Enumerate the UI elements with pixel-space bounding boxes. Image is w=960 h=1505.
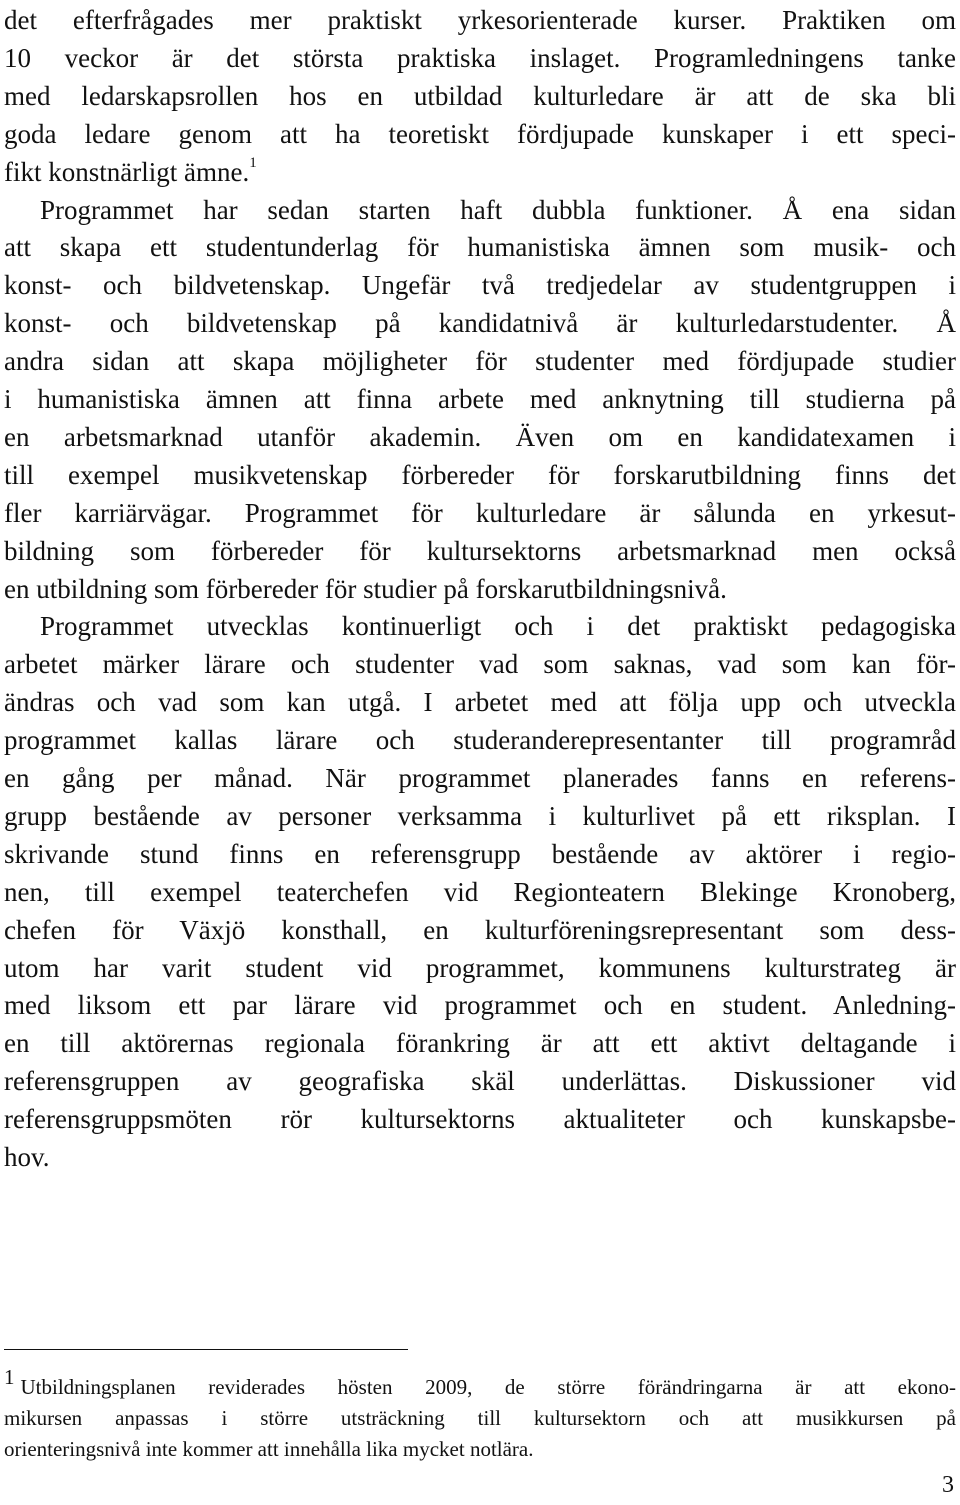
text-line xyxy=(4,419,956,455)
text-line xyxy=(4,267,956,303)
text-line xyxy=(4,1063,956,1099)
text-line xyxy=(4,1025,956,1061)
text-line-content: hov. xyxy=(4,1142,50,1172)
text-line xyxy=(40,608,956,644)
text-line xyxy=(4,495,956,531)
text-line xyxy=(4,78,956,114)
text-line-content: referensgruppen av geografiska skäl underlättas. Diskussioner vid xyxy=(4,1066,956,1097)
text-line xyxy=(4,381,956,417)
text-line-content: en arbetsmarknad utanför akademin. Även om en kandidatexamen i xyxy=(4,421,956,452)
text-line xyxy=(4,874,956,910)
page-number: 3 xyxy=(942,1472,954,1498)
text-line xyxy=(4,116,956,152)
text-line-content: fikt konstnärligt ämne. xyxy=(4,156,250,187)
text-line xyxy=(4,229,956,265)
text-line-content: till exempel musikvetenskap förbereder för forskarutbildning finns det xyxy=(4,459,956,490)
text-line xyxy=(4,154,956,190)
text-line xyxy=(4,950,956,986)
footnote-rule xyxy=(4,1349,408,1350)
text-line-content: konst- och bildvetenskap på kandidatnivå är kulturledarstudenter. Å xyxy=(4,308,956,339)
text-line-content: Programmet har sedan starten haft dubbla funktioner. Å ena sidan xyxy=(40,194,956,225)
text-line xyxy=(4,646,956,682)
text-line-content: ändras och vad som kan utgå. I arbetet med att följa upp och utveckla xyxy=(4,687,956,718)
text-line-content: konst- och bildvetenskap. Ungefär två tredjedelar av studentgruppen i xyxy=(4,270,956,301)
text-line-content: utom har varit student vid programmet, kommunens kulturstrateg är xyxy=(4,952,956,983)
text-line-content: referensgruppsmöten rör kultursektorns aktualiteter och kunskapsbe- xyxy=(4,1104,956,1135)
text-line-content: en till aktörernas regionala förankring är att ett aktivt deltagande i xyxy=(4,1028,956,1059)
text-line-content: goda ledare genom att ha teoretiskt fördjupade kunskaper i ett speci- xyxy=(4,118,956,149)
text-line xyxy=(4,798,956,834)
text-line-content: med liksom ett par lärare vid programmet och en student. Anledning- xyxy=(4,990,956,1021)
text-line-content: nen, till exempel teaterchefen vid Regionteatern Blekinge Kronoberg, xyxy=(4,876,956,907)
text-line xyxy=(4,305,956,341)
text-line xyxy=(4,571,956,607)
text-line xyxy=(4,1101,956,1137)
text-line-content: en gång per månad. När programmet planerades fanns en referens- xyxy=(4,763,956,793)
text-line xyxy=(40,192,956,228)
text-line-content: i humanistiska ämnen att finna arbete med anknytning till studierna på xyxy=(4,384,956,414)
text-line xyxy=(4,457,956,493)
text-line-content: att skapa ett studentunderlag för humanistiska ämnen som musik- och xyxy=(4,232,956,263)
footnote-reference: 1 xyxy=(249,154,257,171)
text-line-content: skrivande stund finns en referensgrupp bestående av aktörer i regio- xyxy=(4,838,956,869)
text-line-content: programmet kallas lärare och studeranderepresentanter till programråd xyxy=(4,725,956,756)
footnote-line xyxy=(4,1434,956,1464)
text-line-content: bildning som förbereder för kultursektorns arbetsmarknad men också xyxy=(4,535,956,566)
text-line xyxy=(4,836,956,872)
text-line-content: det efterfrågades mer praktiskt yrkesorienterade kurser. Praktiken om xyxy=(4,5,956,35)
footnote-line-content: orienteringsnivå inte kommer att innehålla lika mycket notlära. xyxy=(4,1437,534,1461)
text-line xyxy=(4,2,956,38)
text-line xyxy=(4,760,956,796)
text-line xyxy=(4,722,956,758)
footnote-line xyxy=(4,1365,956,1402)
text-line-content: Programmet utvecklas kontinuerligt och i det praktiskt pedagogiska xyxy=(40,611,956,642)
text-line xyxy=(4,40,956,76)
footnote-line xyxy=(4,1403,956,1433)
text-line-content: med ledarskapsrollen hos en utbildad kulturledare är att de ska bli xyxy=(4,80,956,111)
text-line-content: en utbildning som förbereder för studier på forskarutbildningsnivå. xyxy=(4,573,727,604)
text-line xyxy=(4,912,956,948)
footnote-line-content: mikursen anpassas i större utsträckning till kultursektorn och att musikkursen på xyxy=(4,1406,956,1430)
text-line-content: fler karriärvägar. Programmet för kulturledare är sålunda en yrkesut- xyxy=(4,497,956,528)
text-line-content: arbetet märker lärare och studenter vad som saknas, vad som kan för- xyxy=(4,649,956,680)
text-line-content: 10 veckor är det största praktiska inslaget. Programledningens tanke xyxy=(4,42,956,73)
footnote-line-content: Utbildningsplanen reviderades hösten 2009, de större förändringarna är att ekono- xyxy=(20,1375,956,1399)
text-line-content: chefen för Växjö konsthall, en kulturföreningsrepresentant som dess- xyxy=(4,914,956,945)
text-line-content: grupp bestående av personer verksamma i kulturlivet på ett riksplan. I xyxy=(4,800,956,831)
text-line-content: andra sidan att skapa möjligheter för studenter med fördjupade studier xyxy=(4,346,956,377)
text-line xyxy=(4,1139,956,1175)
text-line xyxy=(4,987,956,1023)
text-line xyxy=(4,533,956,569)
text-line xyxy=(4,343,956,379)
text-line xyxy=(4,684,956,720)
footnote-marker: 1 xyxy=(4,1365,15,1389)
